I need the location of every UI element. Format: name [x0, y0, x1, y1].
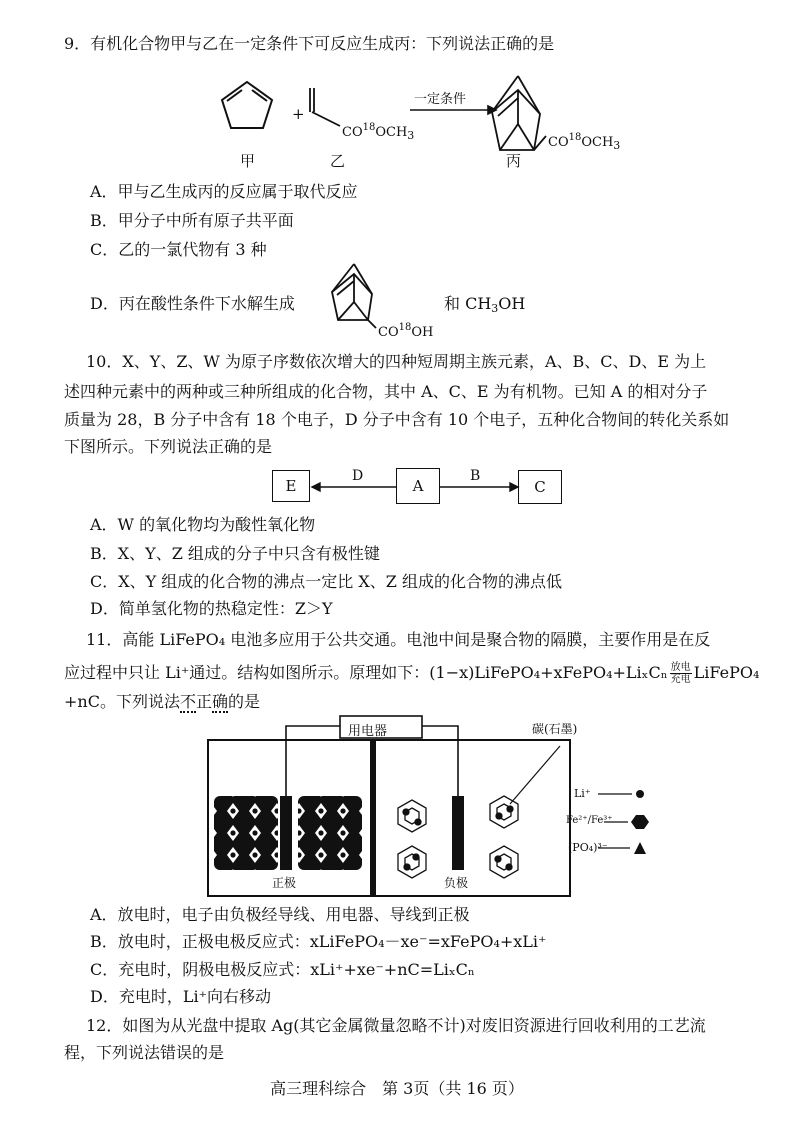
cyclopentadiene-structure: [222, 82, 272, 128]
q11-option-c: C．充电时，阴极电极反应式：xLi⁺+xe⁻+nC=LiₓCₙ: [90, 960, 475, 979]
separator-membrane: [370, 740, 376, 896]
compound-box-e: E: [272, 470, 310, 502]
label-yi: 乙: [330, 152, 346, 170]
battery-diagram: [200, 712, 760, 900]
negative-electrode-label: 负极: [444, 876, 469, 890]
q10-arrows: [308, 470, 520, 504]
q10-stem-line-4: 下图所示。下列说法正确的是: [64, 437, 273, 456]
q9-stem: 9．有机化合物甲与乙在一定条件下可反应生成丙：下列说法正确的是: [64, 34, 555, 53]
norbornene-ester-structure: [492, 76, 546, 150]
compound-box-c: C: [518, 470, 562, 504]
reaction-condition: 一定条件: [414, 92, 467, 107]
product-ester-group: $CO^{18}OCH_3$: [548, 132, 621, 152]
q9-option-b: B．甲分子中所有原子共平面: [90, 211, 294, 230]
label-jia: 甲: [240, 152, 256, 170]
reaction-condition-fraction: $\frac{\text{放电}}{\text{充电}}$: [670, 662, 691, 685]
lifepo4-block-right: [298, 796, 362, 870]
page-footer: 高三理科综合 第 3页（共 16 页）: [270, 1079, 524, 1098]
carbon-graphite-label: 碳(石墨): [532, 722, 578, 736]
q10-option-b: B．X、Y、Z 组成的分子中只含有极性键: [90, 544, 380, 563]
acid-group-label: CO$^{18}$OH: [378, 322, 434, 340]
q11-stem-line-1: 11．高能 LiFePO₄ 电池多应用于公共交通。电池中间是聚合物的隔膜，主要作用是在反: [86, 630, 711, 649]
q11-option-b: B．放电时，正极电极反应式：xLiFePO₄－xe⁻=xFePO₄+xLi⁺: [90, 932, 547, 951]
positive-electrode-label: 正极: [272, 876, 297, 890]
label-bing: 丙: [506, 152, 522, 170]
q10-stem-line-1: 10．X、Y、Z、W 为原子序数依次增大的四种短周期主族元素，A、B、C、D、E 为上: [86, 352, 707, 371]
legend-li-mark: [636, 790, 644, 798]
q10-option-a: A．W 的氧化物均为酸性氧化物: [90, 515, 316, 534]
q12-stem-line-1: 12．如图为从光盘中提取 Ag(其它金属微量忽略不计)对废旧资源进行回收利用的工艺流: [86, 1016, 706, 1035]
q11-option-d: D．充电时，Li⁺向右移动: [90, 987, 272, 1006]
legend-po4-mark: [634, 842, 646, 854]
appliance-label: 用电器: [348, 724, 388, 739]
q11-stem-line-3: +nC。下列说法不正确的是: [64, 692, 261, 711]
q12-stem-line-2: 程，下列说法错误的是: [64, 1043, 225, 1062]
q9-option-d: D．丙在酸性条件下水解生成: [90, 294, 295, 313]
methanol-label: 和 $CH_3OH$: [444, 294, 526, 315]
arrow-label-d: D: [352, 468, 364, 484]
arrow-label-b: B: [470, 468, 481, 484]
compound-box-a: A: [396, 468, 440, 504]
q11-stem-line-2: 应过程中只让 Li⁺通过。结构如图所示。原理如下：(1−x)LiFePO₄+xFePO₄+LiₓCₙ $\frac{\text{放电}}{\text{充电}}$ LiFePO₄: [64, 662, 760, 685]
lifepo4-block-left: [214, 796, 278, 870]
legend-li-label: Li⁺: [574, 787, 591, 800]
legend-fe-label: Fe²⁺/Fe³⁺: [566, 815, 613, 826]
q11-option-a: A．放电时，电子由负极经导线、用电器、导线到正极: [90, 905, 470, 924]
positive-electrode: [280, 796, 292, 870]
reaction-arrow: [410, 106, 496, 114]
q9-option-d-structure: [328, 262, 388, 330]
q9-reaction-diagram: [200, 66, 670, 178]
negative-electrode: [452, 796, 464, 870]
legend-fe-mark: [631, 815, 649, 829]
q10-stem-line-3: 质量为 28，B 分子中含有 18 个电子，D 分子中含有 10 个电子，五种化合物间的转化关系如: [64, 410, 730, 429]
acrylate-structure: [310, 88, 340, 126]
q10-stem-line-2: 述四种元素中的两种或三种所组成的化合物，其中 A、C、E 为有机物。已知 A 的相对分子: [64, 382, 708, 401]
acrylate-ester-group: $CO^{18}OCH_3$: [342, 122, 415, 142]
plus-sign: +: [292, 105, 305, 123]
q9-option-a: A．甲与乙生成丙的反应属于取代反应: [90, 182, 358, 201]
q9-option-c: C．乙的一氯代物有 3 种: [90, 240, 267, 259]
legend-po4-label: (PO₄)³⁻: [568, 841, 608, 854]
q10-option-d: D．简单氢化物的热稳定性：Z＞Y: [90, 599, 333, 618]
q10-option-c: C．X、Y 组成的化合物的沸点一定比 X、Z 组成的化合物的沸点低: [90, 572, 562, 591]
